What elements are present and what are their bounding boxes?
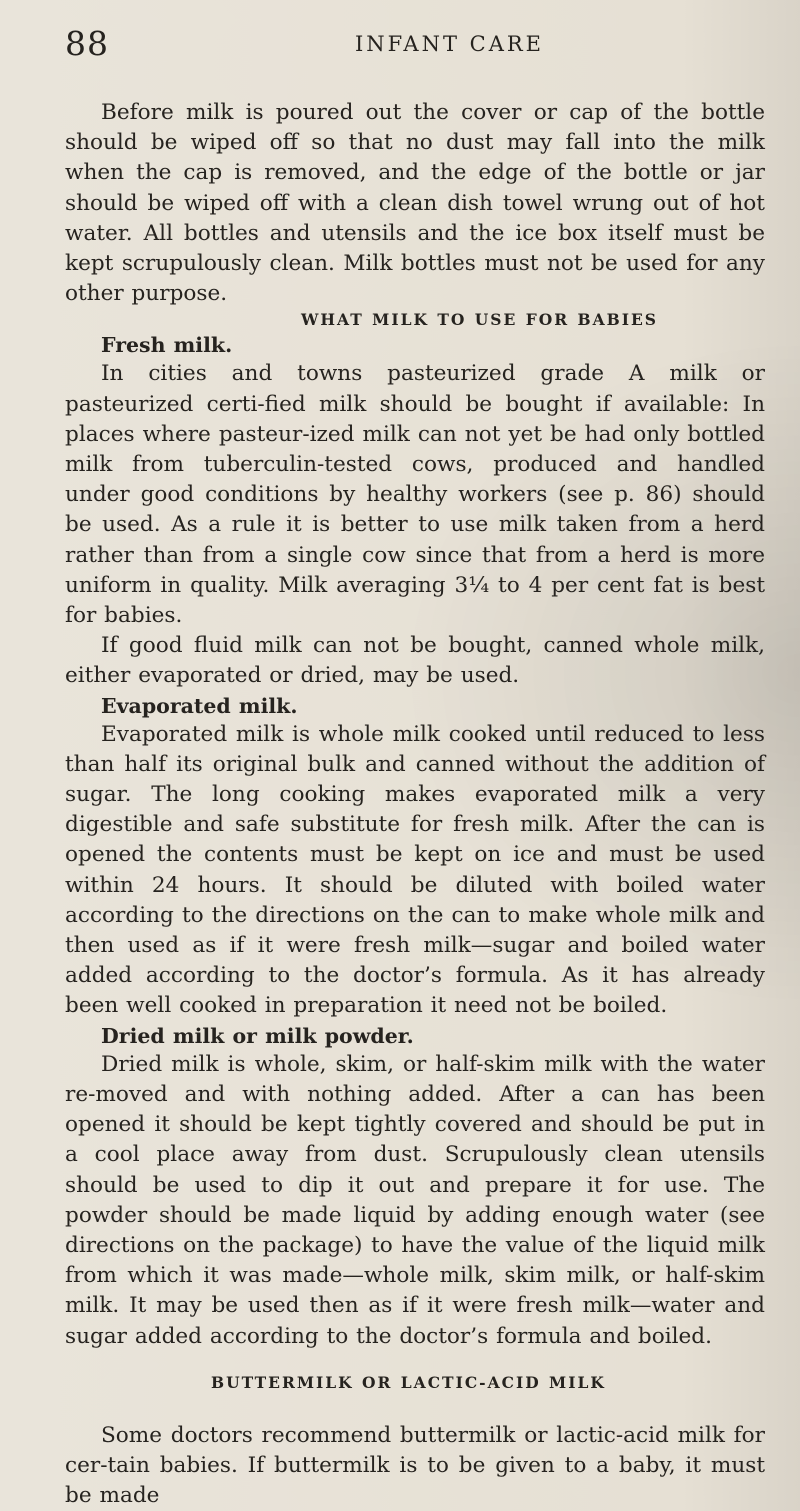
subheading-evaporated-milk: Evaporated milk. xyxy=(101,693,298,718)
intro-paragraph: Before milk is poured out the cover or cap of the bottle should be wiped off so that no dust may fall into the milk when the cap is removed, and the edge of the bottle or jar should be wiped off with a clean dish towel wrung out of hot water. All bottles and utensils and the ice box itself must be kept scrupulously clean. Milk bottles must not be used for any other purpose. xyxy=(65,100,765,307)
body-text xyxy=(65,98,765,1511)
section-heading-what-milk: WHAT MILK TO USE FOR BABIES xyxy=(301,310,658,330)
fresh-milk-paragraph-1: In cities and towns pasteurized grade A milk or pasteurized certi-fied milk should be bought if available: In places where pasteur-ized milk can not yet be had only bottled milk from tuberculin-tested cows, produced and handled under good conditions by healthy workers (see p. 86) should be used. As a rule it is better to use milk taken from a herd rather than from a single cow since that from a herd is more uniform in quality. Milk averaging 3¼ to 4 per cent fat is best for babies. xyxy=(65,361,765,629)
running-head: INFANT CARE xyxy=(355,32,545,56)
buttermilk-paragraph: Some doctors recommend buttermilk or lactic-acid milk for cer-tain babies. If buttermilk is to be given to a baby, it must be made xyxy=(65,1422,765,1509)
page-number: 88 xyxy=(65,24,109,63)
section-heading-buttermilk: BUTTERMILK OR LACTIC-ACID MILK xyxy=(211,1372,606,1392)
dried-milk-paragraph: Dried milk is whole, skim, or half-skim milk with the water re-moved and with nothing added. After a can has been opened it should be kept tightly covered and should be put in a cool place away from dust. Scrupulously clean utensils should be used to dip it out and prepare it for use. The powder should be made liquid by adding enough water (see directions on the package) to have the value of the liquid milk from which it was made—whole milk, skim milk, or half-skim milk. It may be used then as if it were fresh milk—water and sugar added according to the doctor’s formula and boiled. xyxy=(65,1051,765,1349)
evaporated-milk-paragraph: Evaporated milk is whole milk cooked until reduced to less than half its original bulk and canned without the addition of sugar. The long cooking makes evaporated milk a very digestible and safe substitute for fresh milk. After the can is opened the contents must be kept on ice and must be used within 24 hours. It should be diluted with boiled water according to the directions on the can to make whole milk and then used as if it were fresh milk—sugar and boiled water added according to the doctor’s formula. As it has already been well cooked in preparation it need not be boiled. xyxy=(65,721,765,1019)
page-header xyxy=(65,24,765,64)
fresh-milk-paragraph-2: If good fluid milk can not be bought, canned whole milk, either evaporated or dried, may be used. xyxy=(65,633,765,689)
subheading-fresh-milk: Fresh milk. xyxy=(101,333,233,358)
subheading-dried-milk: Dried milk or milk powder. xyxy=(101,1023,414,1048)
